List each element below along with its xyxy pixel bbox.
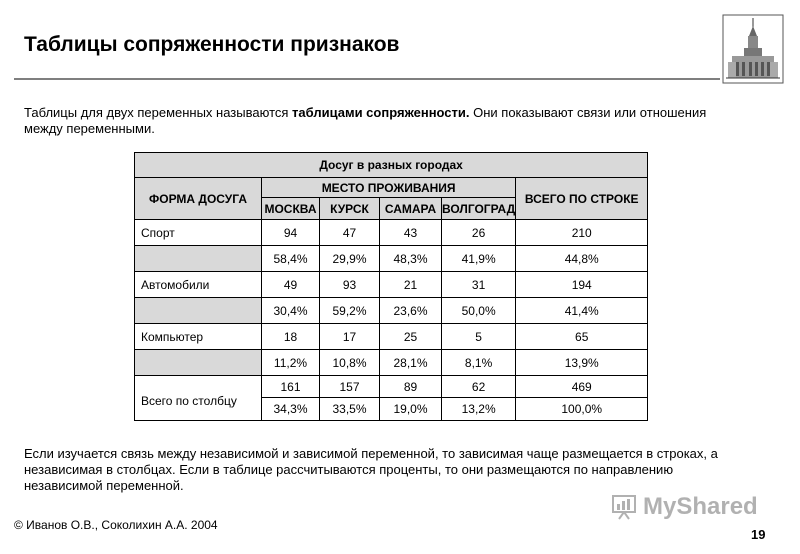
count-cell: 161: [262, 376, 320, 398]
watermark: [611, 493, 771, 521]
city-header: САМАРА: [380, 198, 442, 220]
page-number: 19: [751, 527, 766, 542]
count-cell: 157: [320, 376, 380, 398]
percent-cell: 50,0%: [442, 298, 516, 324]
total-cell: 65: [516, 324, 648, 350]
percent-cell: 11,2%: [262, 350, 320, 376]
count-cell: 49: [262, 272, 320, 298]
row-label: Компьютер: [135, 324, 262, 350]
watermark-text: MyShared: [643, 493, 758, 520]
percent-cell: 58,4%: [262, 246, 320, 272]
percent-cell: 29,9%: [320, 246, 380, 272]
copyright: © Иванов О.В., Соколихин А.А. 2004: [14, 518, 218, 532]
count-cell: 47: [320, 220, 380, 246]
percent-cell: 28,1%: [380, 350, 442, 376]
count-cell: 18: [262, 324, 320, 350]
percent-cell: 19,0%: [380, 398, 442, 421]
table-caption: Досуг в разных городах: [135, 153, 648, 178]
row-label: Автомобили: [135, 272, 262, 298]
total-row-label: Всего по столбцу: [135, 376, 262, 421]
percent-cell: 30,4%: [262, 298, 320, 324]
percent-cell: 13,9%: [516, 350, 648, 376]
percent-cell: 41,9%: [442, 246, 516, 272]
slide-title: Таблицы сопряженности признаков: [24, 33, 400, 56]
university-building-icon: [722, 14, 784, 84]
count-cell: 94: [262, 220, 320, 246]
percent-cell: 59,2%: [320, 298, 380, 324]
count-cell: 62: [442, 376, 516, 398]
city-header: ВОЛГОГРАД: [442, 198, 516, 220]
group-header: МЕСТО ПРОЖИВАНИЯ: [262, 178, 516, 198]
percent-cell: 10,8%: [320, 350, 380, 376]
empty-label-cell: [135, 298, 262, 324]
city-header: МОСКВА: [262, 198, 320, 220]
row-label: Спорт: [135, 220, 262, 246]
presentation-icon: [611, 494, 637, 520]
count-cell: 93: [320, 272, 380, 298]
count-cell: 43: [380, 220, 442, 246]
title-divider: [14, 78, 720, 80]
percent-cell: 33,5%: [320, 398, 380, 421]
city-header: КУРСК: [320, 198, 380, 220]
total-cell: 210: [516, 220, 648, 246]
percent-cell: 13,2%: [442, 398, 516, 421]
outro-paragraph: Если изучается связь между независимой и зависимой переменной, то зависимая чаще размещается в строках, а независимая в столбцах. Если в таблице рассчитываются проценты, то они размещаются по направлению независимой переменной.: [24, 446, 718, 493]
percent-cell: 41,4%: [516, 298, 648, 324]
count-cell: 26: [442, 220, 516, 246]
count-cell: 5: [442, 324, 516, 350]
count-cell: 21: [380, 272, 442, 298]
percent-cell: 48,3%: [380, 246, 442, 272]
percent-cell: 8,1%: [442, 350, 516, 376]
total-cell: 469: [516, 376, 648, 398]
contingency-table: [134, 152, 648, 421]
empty-label-cell: [135, 350, 262, 376]
percent-cell: 23,6%: [380, 298, 442, 324]
intro-bold-term: таблицами сопряженности.: [292, 105, 470, 120]
intro-paragraph: Таблицы для двух переменных называются таблицами сопряженности. Они показывают связи или отношения между переменными.: [24, 105, 707, 136]
count-cell: 17: [320, 324, 380, 350]
percent-cell: 44,8%: [516, 246, 648, 272]
count-cell: 25: [380, 324, 442, 350]
empty-label-cell: [135, 246, 262, 272]
count-cell: 89: [380, 376, 442, 398]
total-header: ВСЕГО ПО СТРОКЕ: [516, 178, 648, 220]
count-cell: 31: [442, 272, 516, 298]
percent-cell: 100,0%: [516, 398, 648, 421]
total-cell: 194: [516, 272, 648, 298]
percent-cell: 34,3%: [262, 398, 320, 421]
row-header: ФОРМА ДОСУГА: [135, 178, 262, 220]
